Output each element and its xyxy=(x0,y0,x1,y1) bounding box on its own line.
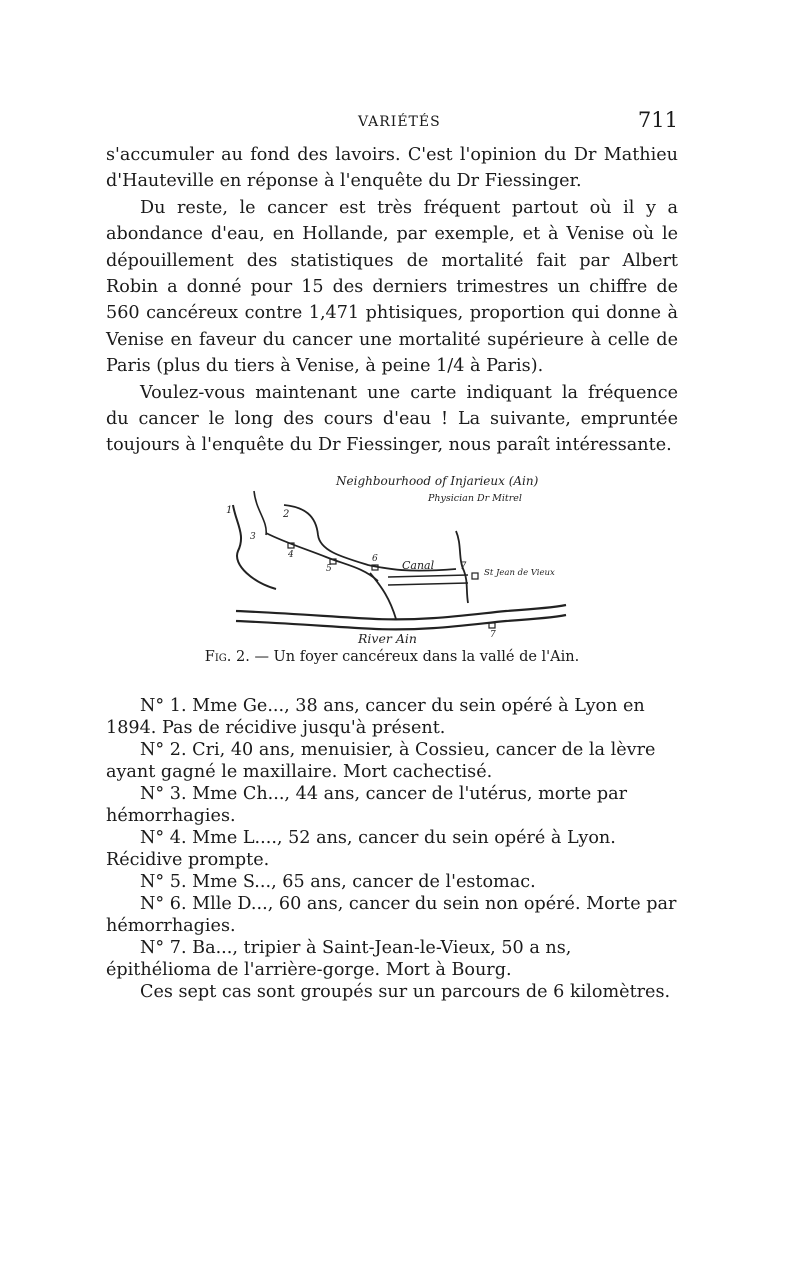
case-item-7: N° 7. Ba..., tripier à Saint-Jean-le-Vieux, 50 a ns, épithélioma de l'arrière-gorge. Mort à Bourg. xyxy=(106,937,572,980)
river-bank-upper xyxy=(236,605,566,619)
running-head xyxy=(106,108,678,142)
paragraph-3: Voulez-vous maintenant une carte indiquant la fréquence du cancer le long des cours d'eau ! La suivante, empruntée toujours à l'enquête du Dr Fiessinger, nous paraît intéressante. xyxy=(106,382,678,456)
tributary-left xyxy=(233,505,276,589)
case-item-1: N° 1. Mme Ge..., 38 ans, cancer du sein opéré à Lyon en 1894. Pas de récidive jusqu'à présent. xyxy=(106,695,645,738)
case-item-2: N° 2. Cri, 40 ans, menuisier, à Cossieu, cancer de la lèvre ayant gagné le maxillaire. Mort cachectisé. xyxy=(106,739,656,782)
marker-5: 5 xyxy=(326,563,332,574)
river-bank-lower xyxy=(236,615,566,629)
case-item-6: N° 6. Mlle D..., 60 ans, cancer du sein non opéré. Morte par hémorrhagies. xyxy=(106,893,677,936)
paragraph-1: s'accumuler au fond des lavoirs. C'est l'opinion du Dr Mathieu d'Hauteville en réponse à l'enquête du Dr Fiessinger. xyxy=(106,145,678,192)
marker-7b: 7 xyxy=(490,629,496,640)
figure-caption xyxy=(106,649,678,665)
canal-outflow xyxy=(370,573,396,619)
running-title: VARIÉTÉS xyxy=(358,114,441,130)
page-number: 711 xyxy=(637,108,678,132)
closing-sentence: Ces sept cas sont groupés sur un parcours de 6 kilomètres. xyxy=(140,981,671,1002)
marker-1: 1 xyxy=(226,504,233,516)
marker-4: 4 xyxy=(288,549,294,560)
river-label: River Ain xyxy=(358,630,417,643)
canal-lower-line xyxy=(388,583,468,585)
case-item-5: N° 5. Mme S..., 65 ans, cancer de l'estomac. xyxy=(140,871,536,892)
marker-6: 6 xyxy=(372,553,378,564)
marker-2: 2 xyxy=(283,508,290,520)
case-item-3: N° 3. Mme Ch..., 44 ans, cancer de l'utérus, morte par hémorrhagies. xyxy=(106,783,627,826)
figure-caption-text: — Un foyer cancéreux dans la vallé de l'Ain. xyxy=(254,648,580,665)
map-figure xyxy=(106,471,678,643)
case-item-4: N° 4. Mme L...., 52 ans, cancer du sein opéré à Lyon. Récidive prompte. xyxy=(106,827,616,870)
figure-caption-label: Fig. 2. xyxy=(204,648,250,665)
canal-upper-line xyxy=(388,575,468,577)
river-map xyxy=(106,471,678,643)
body-text xyxy=(106,142,678,459)
tributary-stream xyxy=(254,491,266,535)
house-marker xyxy=(472,573,478,579)
paragraph-2: Du reste, le cancer est très fréquent partout où il y a abondance d'eau, en Hollande, par exemple, et à Venise où le dépouillement des statistiques de mortalité fait par Albert Robin a donné pour 15 des derniers trimestres un chiffre de 560 cancéreux contre 1,471 phtisiques, proportion qui donne à Venise en faveur du cancer une mortalité supérieure à celle de Paris (plus du tiers à Venise, à peine 1/4 à Paris). xyxy=(106,197,678,377)
case-list xyxy=(106,695,678,1003)
saint-jean-label: St Jean de Vieux xyxy=(484,567,555,578)
page xyxy=(106,108,678,1003)
map-subtitle: Physician Dr Mitrel xyxy=(428,492,522,504)
canal-label: Canal xyxy=(402,558,435,572)
road-path xyxy=(266,533,378,581)
map-title: Neighbourhood of Injarieux (Ain) xyxy=(336,473,539,488)
marker-3: 3 xyxy=(250,531,256,542)
marker-7: 7 xyxy=(460,560,467,572)
